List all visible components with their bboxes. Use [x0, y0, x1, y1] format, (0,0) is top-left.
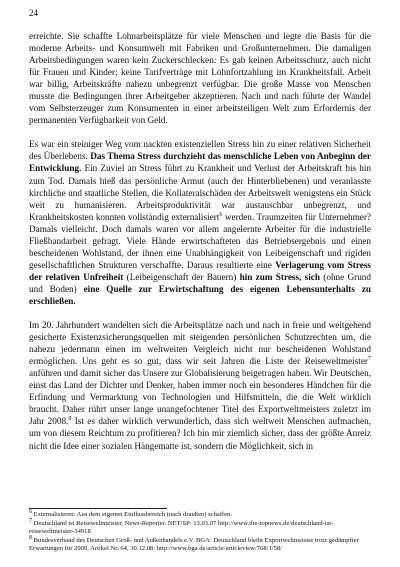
paragraph-1: [29, 30, 371, 126]
page-number: 24: [29, 8, 38, 18]
text-run: werden. Traumzeiten für Unternehmer? Damals vielleicht. Doch damals waren vor allem angelernte Arbeiter für die industrielle Fließbandarbeit gefragt. Viele Hände erwirtschafteten das Betriebsergebnis und einen bescheidenen Wohlstand, der ihnen eine Unabhängigkeit von Leibeigenschaft und rigiden gesellschaftlichen Strukturen verschaffte. Daraus resultierte eine: [29, 211, 371, 270]
footnote-text: Deutschland ist Reiseweltmeister, News-Reporter. NET/SP: 13.03.07 http://www.die-topnews.de/deutschland-ist-reiseweltmeister-34918: [29, 519, 334, 536]
text-run: Im 20. Jahrhundert wandelten sich die Arbeitsplätze nach und nach in freie und weitgehend gesicherte Existenzsicherungsquellen mit steigenden persönlichen Schutzrechten um, die nahezu jedermann einen im weltweiten Vergleich nicht nur bescheidenen Wohlstand ermöglichen. Uns geht es so gut, dass wir seit Jahren die Liste der Reiseweltmeister: [29, 320, 371, 367]
footnote-reference: 6: [219, 211, 223, 218]
bold-emphasis: Das Thema Stress durchzieht das menschliche Leben von Anbeginn der Entwicklung.: [29, 151, 371, 174]
footnote-separator: [29, 508, 167, 509]
footnote-7: [29, 517, 371, 537]
text-run: (Leibeigenschaft der Bauern): [123, 271, 240, 282]
bold-emphasis: eine Quelle zur Erwirtschaftung des eigenen Lebensunterhalts zu erschließen.: [29, 283, 372, 306]
footnote-reference: 8: [68, 416, 72, 423]
text-run: (ohne Grund und Boden): [29, 271, 371, 294]
body-text: [29, 30, 371, 452]
paragraph-2: [29, 138, 371, 307]
footnote-reference: 7: [368, 356, 371, 363]
footnote-6: [29, 508, 371, 520]
paragraph-3: [29, 319, 371, 452]
footnote-mark: 8: [29, 534, 32, 541]
footnotes: [29, 508, 371, 554]
bold-emphasis: Verlagerung vom Stress der relativen Unfreiheit: [29, 259, 372, 282]
text-run: Ist es daher wirklich verwunderlich, dass sich weltweit Menschen aufmachen, um von diesem Reichtum zu profitieren? Ich bin mir ziemlich sicher, dass der größte Anreiz nicht die Idee einer sozialen Hängematte ist, sondern die Möglichkeit, sich in: [29, 416, 371, 451]
bold-emphasis: hin zum Stress, sich: [239, 271, 320, 282]
text-run: anführen und damit sicher das Unsere zur Globalisierung beigetragen haben. Wir Deutschen, einst das Land der Dichter und Denker, haben immer noch ein besonderes Händchen für die Erfindung und Vermarktung von Technologien und Hilfsmitteln, die die Welt wirklich braucht. Daher rührt unser lange unangefochtener Titel des Exportweltmeisters zuletzt im Jahr 2008.: [29, 368, 371, 427]
footnote-mark: 7: [29, 517, 32, 524]
footnote-8: [29, 534, 371, 554]
text-run: Es war ein steiniger Weg vom nackten existenziellen Stress hin zu einer relativen Sicherheit des Überlebens.: [29, 139, 371, 162]
footnote-text: Bundesverband des Deutschen Groß- und Außenhandels e.V. BGA: Deutschland bleibt Exportweltmeister trotz gedämpfter Erwartungen für 2009, Artikel Nr. 64, 30.12.08: http://www.bga.de/article/articleview/768/1/58/: [29, 536, 359, 553]
text-run: Ein Zuviel an Stress führt zu Krankheit und Verlust der Arbeitskraft bis hin zum Tod. Damals hieß das persönliche Armut (auch der Hinterbliebenen) und veranlasste kirchliche und staatliche Stellen, die Kollateralschäden der Arbeitswelt wenigstens ein Stück weit zu humanisieren. Arbeitsproduktivität war austauschbar unbegrenzt, und Krankheitskosten konnten vollständig externalisiert: [29, 163, 371, 222]
footnote-mark: 6: [29, 508, 32, 515]
footnote-text: Externalisieren: Aus dem eigenen Einflussbereich (nach draußen) schaffen.: [33, 511, 233, 518]
text-run: erreichte. Sie schaffte Lohnarbeitsplätze für viele Menschen und legte die Basis für die moderne Arbeits- und Konsumwelt mit Fabriken und Großunternehmen. Die damaligen Arbeitsbedingungen waren kein Zuckerschlecken: Es gab keinen Arbeitsschutz, auch nicht für Frauen und Kinder; keine Tarifverträge mit Lohnfortzahlung im Krankheitsfall. Arbeit war billig, Arbeitskräfte nahezu unbegrenzt verfügbar. Die große Masse von Menschen musste die Bedingungen ihrer Arbeitgeber akzeptieren. Nach und nach führte der Wandel vom Selbsterzeuger zum Konsumenten in einer arbeitsteiligen Welt zum Erfordernis der permanenten Verfügbarkeit von Geld.: [29, 31, 371, 126]
